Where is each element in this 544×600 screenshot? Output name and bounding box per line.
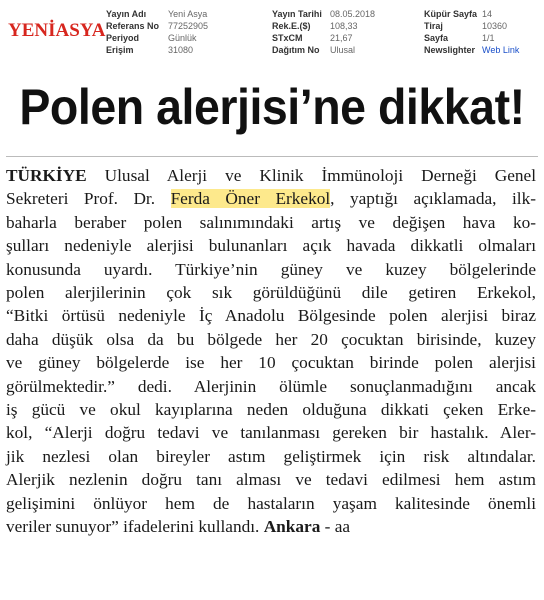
line-text: , yaptığı açıklamada, ilk- [330, 189, 536, 209]
meta-column-1 [106, 8, 208, 56]
meta-row [272, 20, 375, 32]
meta-row [272, 44, 375, 56]
line-text: Ulusal Alerji ve Klinik İmmünoloji Derneği Genel [86, 166, 536, 185]
meta-label: Erişim [106, 45, 134, 55]
article-line: daha düşük olsa da bu bölgede her 20 çocuktan birisinde, kuzey [6, 329, 536, 349]
meta-value: 10360 [482, 21, 508, 31]
meta-row [424, 44, 519, 56]
article-line: iş gücü ve okul kayıplarına neden olduğuna dikkati çeken Erke- [6, 400, 536, 420]
web-link[interactable]: Web Link [482, 45, 520, 55]
meta-value: 14 [482, 9, 493, 19]
meta-row [106, 44, 208, 56]
article-line: “Bitki örtüsü nedeniyle İç Anadolu Bölgesinde polen alerjisi biraz [6, 306, 536, 326]
article-line: kol, “Alerji doğru tedavi ve tanılanması gereken bir hastalık. Aler- [6, 423, 536, 443]
highlighted-name: Ferda Öner Erkekol [170, 189, 331, 209]
dateline-city: Ankara [263, 517, 321, 537]
yeni-asya-logo [6, 10, 106, 46]
meta-row [272, 32, 375, 44]
article-line: şulları nedeniyle alerjisi bulunanları açık havada dikkatli olmaları [6, 236, 536, 256]
meta-label: STxCM [272, 33, 303, 43]
meta-label: Yayın Tarihi [272, 9, 322, 19]
meta-value: Yeni Asya [168, 9, 208, 19]
article-body [6, 164, 536, 539]
line-text: Sekreteri Prof. Dr. [6, 189, 171, 209]
meta-value: 21,67 [330, 33, 353, 43]
meta-label: Sayfa [424, 33, 449, 43]
meta-label: Dağıtım No [272, 45, 320, 55]
meta-row [106, 32, 208, 44]
meta-column-2 [272, 8, 375, 56]
article-line: baharla beraber polen salınımındaki artış ve değişen hava ko- [6, 212, 536, 232]
meta-row [424, 32, 519, 44]
article-line: jik nezlesi olan bireyler astım geliştirmek için risk altındalar. [6, 446, 536, 466]
clipping-header [0, 0, 544, 62]
line-text: - aa [320, 517, 351, 537]
divider [6, 156, 538, 157]
article-headline: Polen alerjisi’ne dikkat! [19, 79, 525, 135]
line-text: veriler sunuyor” ifadelerini kullandı. [6, 517, 264, 537]
meta-row [106, 8, 208, 20]
meta-value: Günlük [168, 33, 197, 43]
article-line: polen alerjilerinin çok sık görüldüğünü dile getiren Erkekol, [6, 283, 536, 303]
meta-label: Referans No [106, 21, 160, 31]
article-line: gelişimini önlüyor hem de hastaların yaşam kalitesinde önemli [6, 493, 536, 513]
meta-label: Newslighter [424, 45, 476, 55]
lead-word: TÜRKİYE [6, 166, 87, 185]
meta-value: 1/1 [482, 33, 495, 43]
meta-row [106, 20, 208, 32]
article-line [6, 164, 536, 187]
meta-row [272, 8, 375, 20]
meta-label: Yayın Adı [106, 9, 147, 19]
meta-value: 08.05.2018 [330, 9, 376, 19]
article-line: ve güney bölgelerde ise her 10 çocuktan birinde polen alerjisi [6, 353, 536, 373]
article-line [6, 187, 536, 210]
meta-label: Küpür Sayfa [424, 9, 478, 19]
meta-row [424, 8, 519, 20]
meta-value: 31080 [168, 45, 194, 55]
meta-column-3 [424, 8, 519, 56]
meta-value: 108,33 [330, 21, 358, 31]
article-line [6, 515, 536, 538]
meta-label: Tiraj [424, 21, 443, 31]
logo-text: YENİASYA [8, 20, 106, 41]
article-line: Alerjik nezlenin doğru tanı alması ve tedavi edilmesi hem astım [6, 470, 536, 490]
article-line: konusunda uyardı. Türkiye’nin güney ve kuzey bölgelerinde [6, 259, 536, 279]
article-line: görülmektedir.” dedi. Alerjinin ölümle sonuçlanmadığını ancak [6, 376, 536, 396]
meta-value: Ulusal [330, 45, 356, 55]
meta-row [424, 20, 519, 32]
meta-label: Periyod [106, 33, 140, 43]
meta-label: Rek.E.($) [272, 21, 311, 31]
meta-value: 77252905 [168, 21, 209, 31]
